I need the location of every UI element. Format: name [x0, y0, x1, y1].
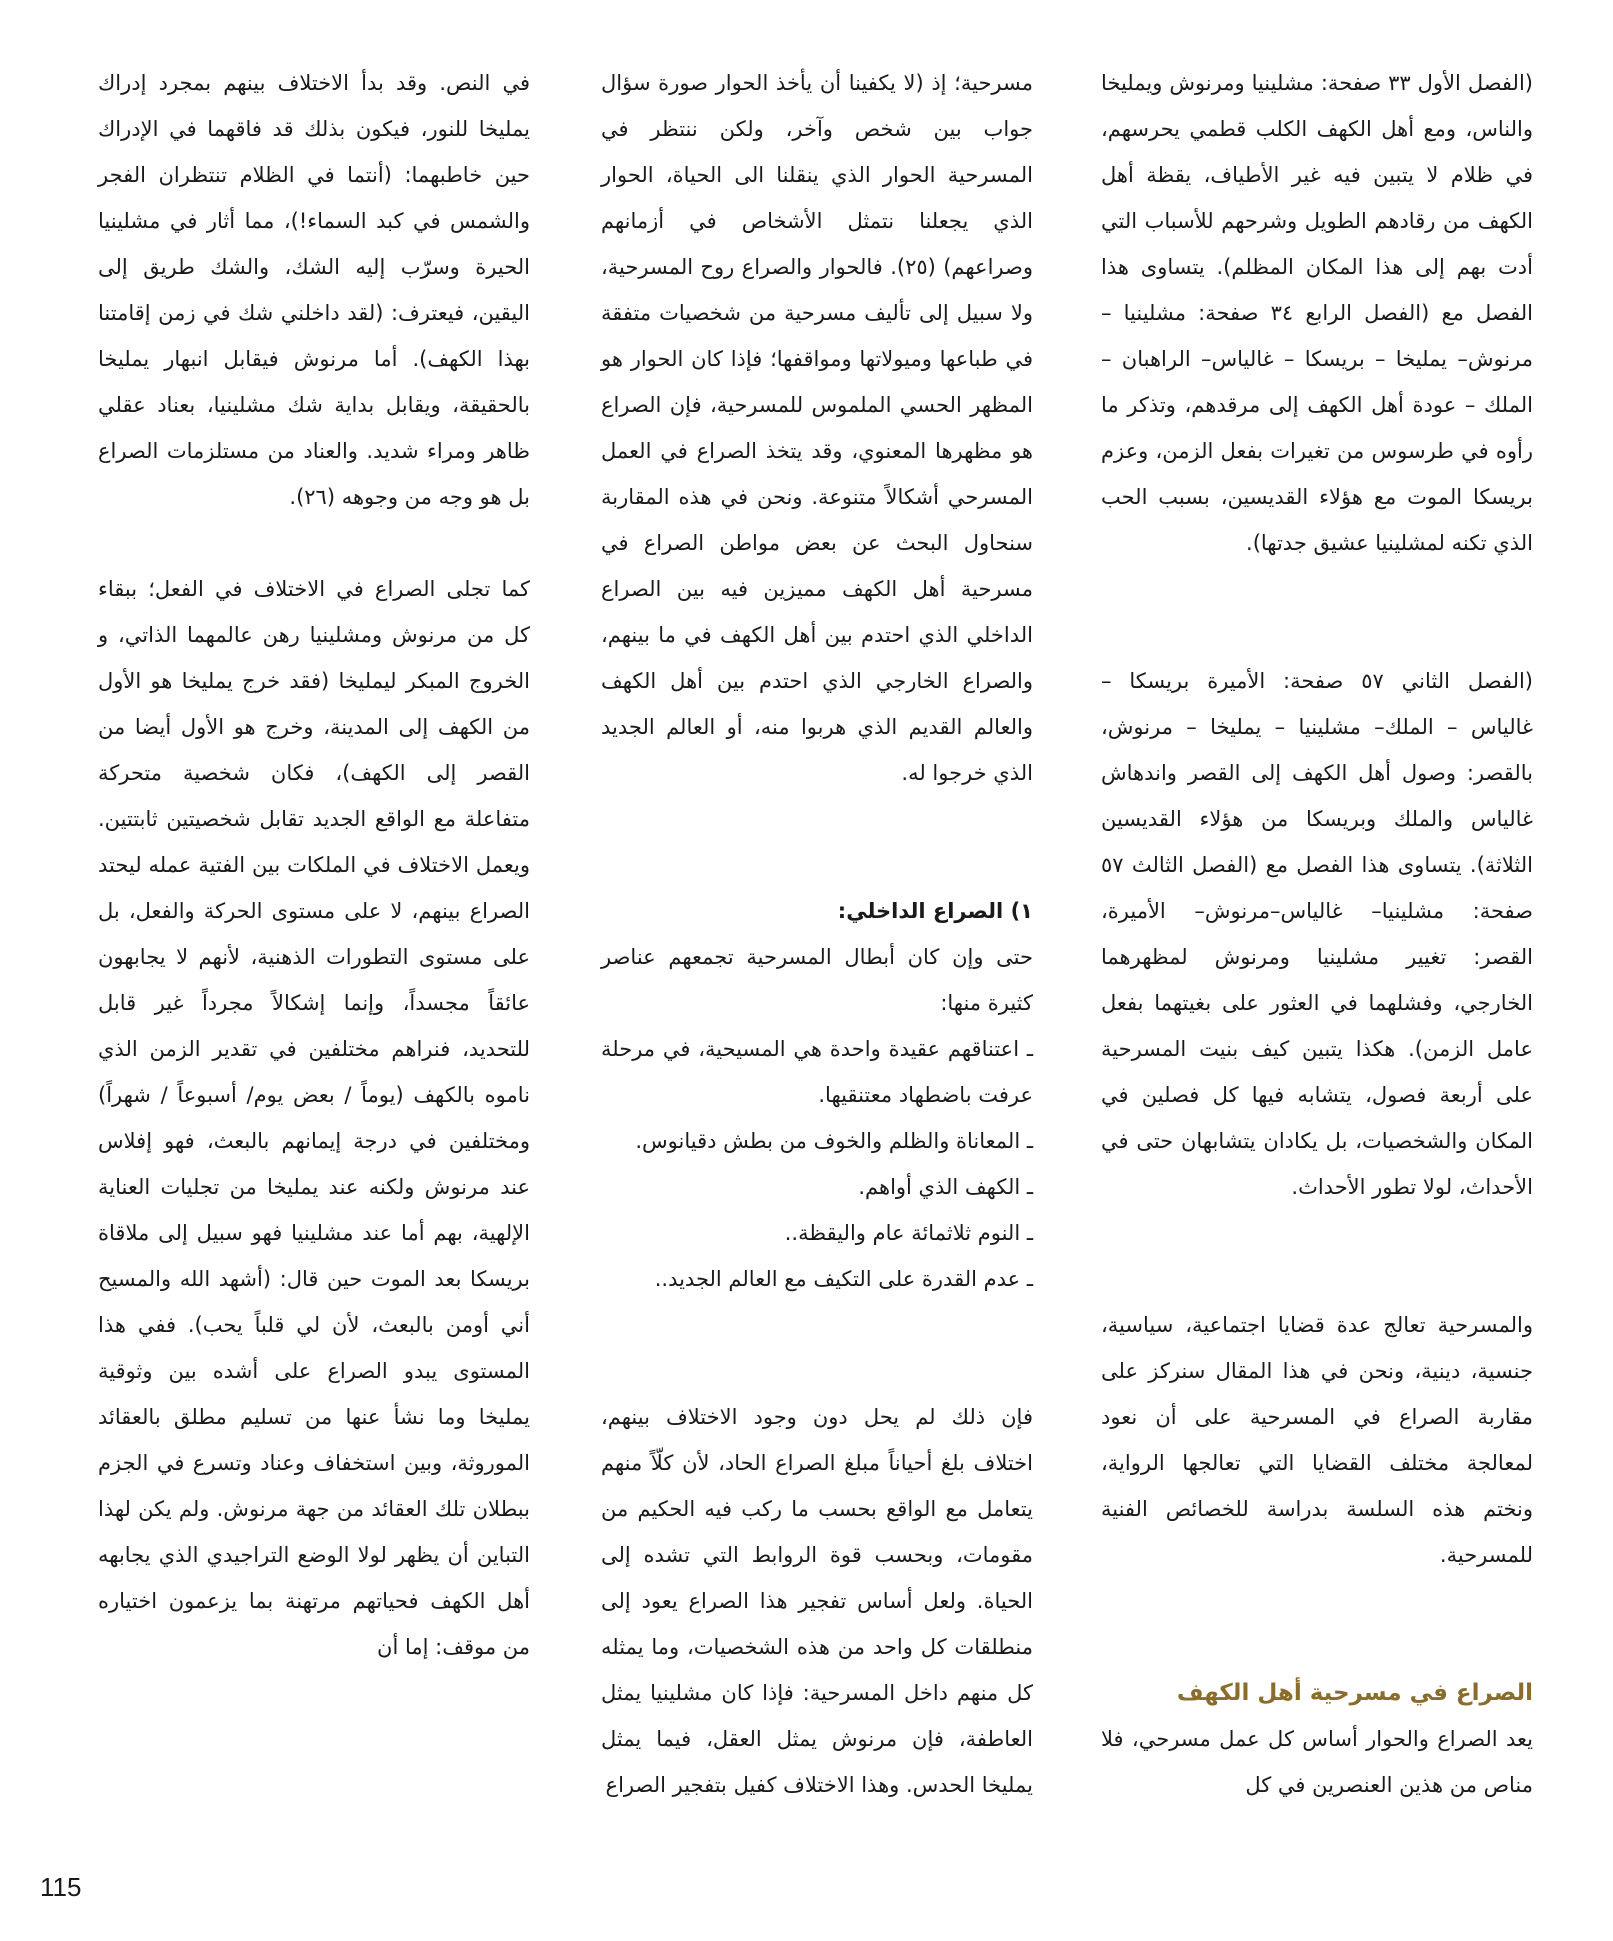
- paragraph-gap: [601, 796, 1033, 888]
- paragraph: في النص. وقد بدأ الاختلاف بينهم بمجرد إدراك يمليخا للنور، فيكون بذلك قد فاقهما في الإدراك حين خاطبهما: (أنتما في الظلام تنتظران الفجر والشمس في كبد السماء!)، مما أثار في مشلينيا الحيرة وسرّب إليه الشك، والشك طريق إلى اليقين، فيعترف: (لقد داخلني شك في زمن إقامتنا بهذا الكهف). أما مرنوش فيقابل انبهار يمليخا بالحقيقة، ويقابل بداية شك مشلينيا، بعناد عقلي ظاهر ومراء شديد. والعناد من مستلزمات الصراع بل هو وجه من وجوهه (٢٦).: [98, 71, 530, 509]
- list-item: ـ المعاناة والظلم والخوف من بطش دقيانوس.: [635, 1129, 1033, 1153]
- paragraph: حتى وإن كان أبطال المسرحية تجمعهم عناصر كثيرة منها:: [601, 945, 1033, 1015]
- paragraph-gap: [601, 1302, 1033, 1394]
- list-item: ـ عدم القدرة على التكيف مع العالم الجديد..: [654, 1267, 1033, 1291]
- middle-column: [601, 60, 1033, 1808]
- paragraph-gap: [98, 520, 530, 566]
- paragraph-gap: [1101, 566, 1533, 658]
- paragraph: فإن ذلك لم يحل دون وجود الاختلاف بينهم، اختلاف بلغ أحياناً مبلغ الصراع الحاد، لأن كلّاً منهم يتعامل مع الواقع بحسب ما ركب فيه الحكيم من مقومات، وبحسب قوة الروابط التي تشده إلى الحياة. ولعل أساس تفجير هذا الصراع يعود إلى منطلقات كل واحد من هذه الشخصيات، وما يمثله كل منهم داخل المسرحية: فإذا كان مشلينيا يمثل العاطفة، فإن مرنوش يمثل العقل، فيما يمثل يمليخا الحدس. وهذا الاختلاف كفيل بتفجير الصراع: [601, 1405, 1033, 1797]
- paragraph: يعد الصراع والحوار أساس كل عمل مسرحي، فلا مناص من هذين العنصرين في كل: [1101, 1727, 1533, 1797]
- list-item: ـ الكهف الذي أواهم.: [858, 1175, 1033, 1199]
- paragraph: (الفصل الثاني ٥٧ صفحة: الأميرة بريسكا – غالياس – الملك– مشلينيا – يمليخا – مرنوش، بالقصر: وصول أهل الكهف إلى القصر واندهاش غالياس والملك وبريسكا من هؤلاء القديسين الثلاثة). يتساوى هذا الفصل مع (الفصل الثالث ٥٧ صفحة: مشلينيا– غالياس–مرنوش– الأميرة، القصر: تغيير مشلينيا ومرنوش لمظهرهما الخارجي، وفشلهما في العثور على بغيتهما بفعل عامل الزمن). هكذا يتبين كيف بنيت المسرحية على أربعة فصول، يتشابه فيها كل فصلين في المكان والشخصيات، بل يكادان يتشابهان حتى في الأحداث، لولا تطور الأحداث.: [1101, 669, 1533, 1199]
- list-item: ـ اعتناقهم عقيدة واحدة هي المسيحية، في مرحلة عرفت باضطهاد معتنقيها.: [601, 1037, 1033, 1107]
- paragraph: (الفصل الأول ٣٣ صفحة: مشلينيا ومرنوش ويمليخا والناس، ومع أهل الكهف الكلب قطمي يحرسهم، في ظلام لا يتبين فيه غير الأطياف، يقظة أهل الكهف من رقادهم الطويل وشرحهم للأسباب التي أدت بهم إلى هذا المكان المظلم). يتساوى هذا الفصل مع (الفصل الرابع ٣٤ صفحة: مشلينيا – مرنوش– يمليخا – بريسكا – غالياس– الراهبان – الملك – عودة أهل الكهف إلى مرقدهم، وتذكر ما رأوه في طرسوس من تغيرات بفعل الزمن، وعزم بريسكا الموت مع هؤلاء القديسين، بسبب الحب الذي تكنه لمشلينيا عشيق جدتها).: [1101, 71, 1533, 555]
- paragraph-gap: [1101, 1578, 1533, 1670]
- paragraph: مسرحية؛ إذ (لا يكفينا أن يأخذ الحوار صورة سؤال جواب بين شخص وآخر، ولكن ننتظر في المسرحية الحوار الذي ينقلنا الى الحياة، الحوار الذي يجعلنا نتمثل الأشخاص في أزمانهم وصراعهم) (٢٥). فالحوار والصراع روح المسرحية، ولا سبيل إلى تأليف مسرحية من شخصيات متفقة في طباعها وميولاتها ومواقفها؛ فإذا كان الحوار هو المظهر الحسي الملموس للمسرحية، فإن الصراع هو مظهرها المعنوي، وقد يتخذ الصراع في العمل المسرحي أشكالاً متنوعة. ونحن في هذه المقاربة سنحاول البحث عن بعض مواطن الصراع في مسرحية أهل الكهف مميزين فيه بين الصراع الداخلي الذي احتدم بين أهل الكهف في ما بينهم، والصراع الخارجي الذي احتدم بين أهل الكهف والعالم القديم الذي هربوا منه، أو العالم الجديد الذي خرجوا له.: [601, 71, 1033, 785]
- section-heading: الصراع في مسرحية أهل الكهف: [1176, 1680, 1533, 1706]
- right-column: [1101, 60, 1533, 1808]
- list-item: ـ النوم ثلاثمائة عام واليقظة..: [784, 1221, 1033, 1245]
- paragraph: كما تجلى الصراع في الاختلاف في الفعل؛ ببقاء كل من مرنوش ومشلينيا رهن عالمهما الذاتي، و الخروج المبكر ليمليخا (فقد خرج يمليخا هو الأول من الكهف إلى المدينة، وخرج هو الأول أيضا من القصر إلى الكهف)، فكان شخصية متحركة متفاعلة مع الواقع الجديد تقابل شخصيتين ثابتتين. ويعمل الاختلاف في الملكات بين الفتية عمله ليحتد الصراع بينهم، لا على مستوى الحركة والفعل، بل على مستوى التطورات الذهنية، لأنهم لا يجابهون عائقاً مجسداً، وإنما إشكالاً مجرداً غير قابل للتحديد، فنراهم مختلفين في تقدير الزمن الذي ناموه بالكهف (يوماً / بعض يوم/ أسبوعاً / شهراً) ومختلفين في درجة إيمانهم بالبعث، فهو إفلاس عند مرنوش ولكنه عند يمليخا من تجليات العناية الإلهية، بهم أما عند مشلينيا فهو سبيل إلى ملاقاة بريسكا بعد الموت حين قال: (أشهد الله والمسيح أني أومن بالبعث، لأن لي قلباً يحب). ففي هذا المستوى يبدو الصراع على أشده بين وثوقية يمليخا وما نشأ عنها من تسليم مطلق بالعقائد الموروثة، وبين استخفاف وعناد وتسرع في الجزم ببطلان تلك العقائد من جهة مرنوش. ولم يكن لهذا التباين أن يظهر لولا الوضع التراجيدي الذي يجابهه أهل الكهف فحياتهم مرتهنة بما يزعمون اختياره من موقف: إما أن: [98, 577, 530, 1659]
- paragraph-gap: [1101, 1210, 1533, 1302]
- bullet-list: [601, 1026, 1033, 1302]
- paragraph: والمسرحية تعالج عدة قضايا اجتماعية، سياسية، جنسية، دينية، ونحن في هذا المقال سنركز على مقاربة الصراع في المسرحية على أن نعود لمعالجة مختلف القضايا التي تعالجها الرواية، ونختم هذه السلسة بدراسة للخصائص الفنية للمسرحية.: [1101, 1313, 1533, 1567]
- page-number: 115: [40, 1872, 82, 1902]
- left-column: [98, 60, 530, 1670]
- subsection-heading: ١) الصراع الداخلي:: [837, 899, 1033, 923]
